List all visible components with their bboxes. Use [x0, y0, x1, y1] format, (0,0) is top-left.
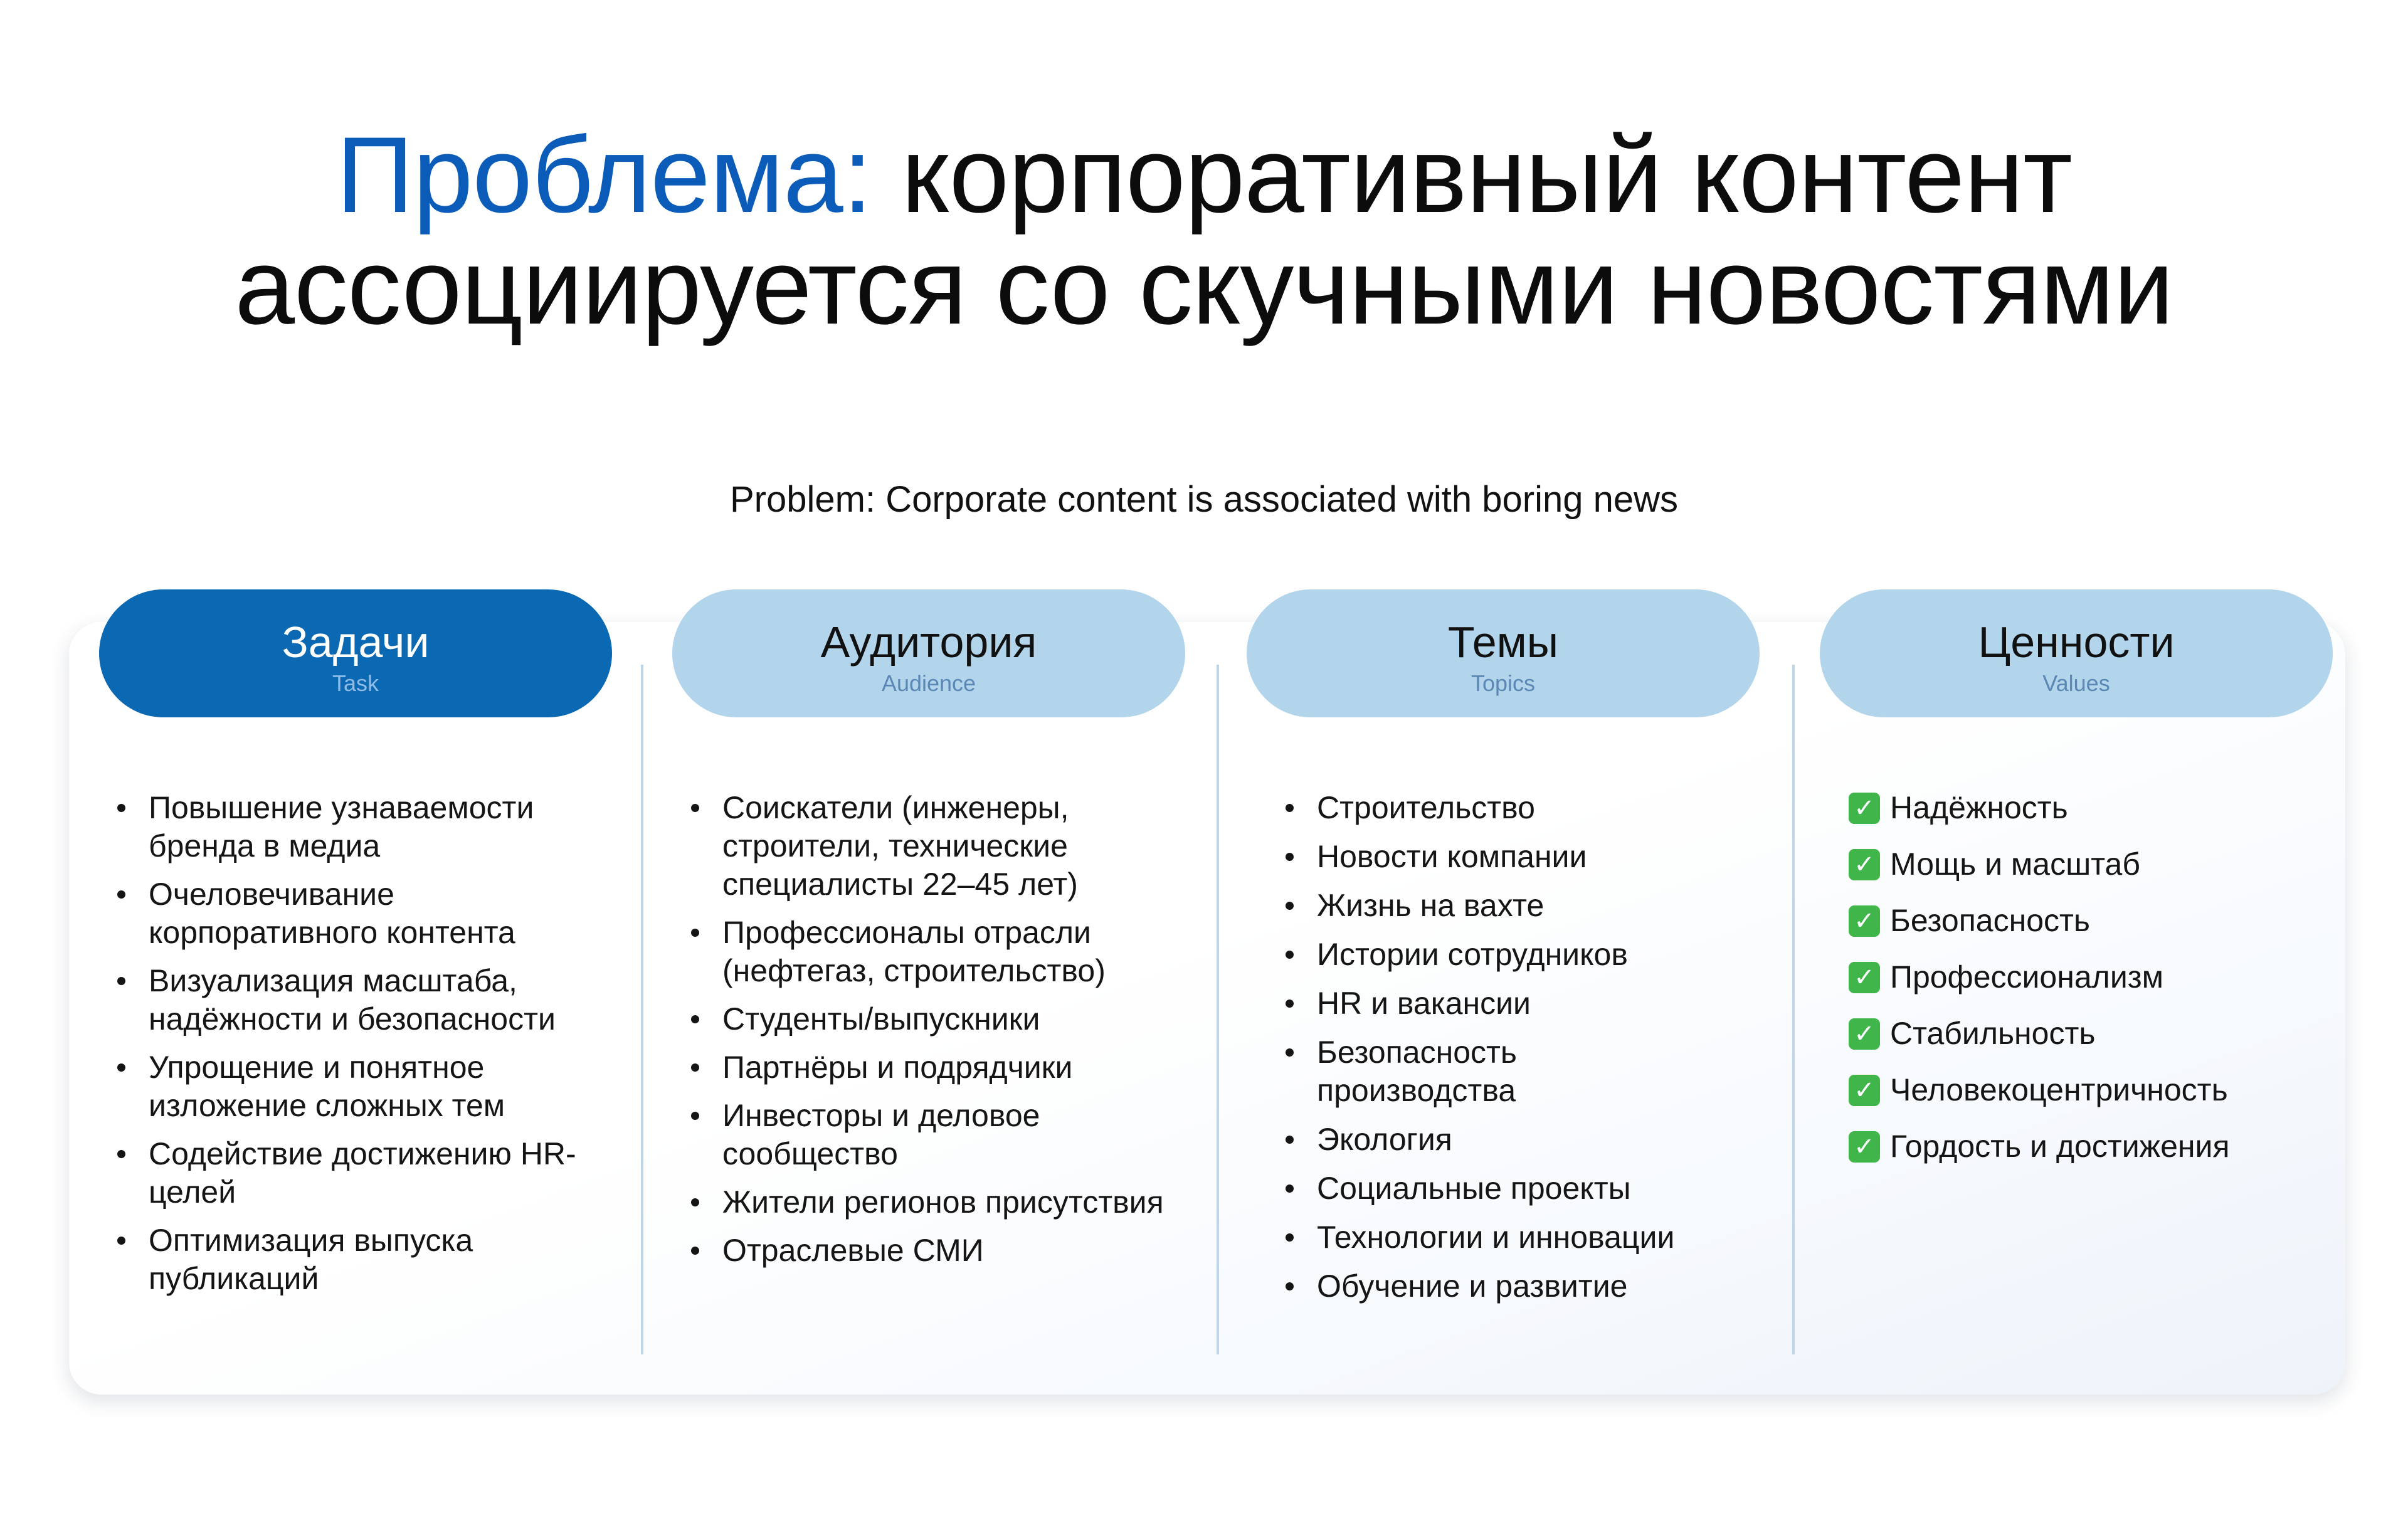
value-label: Безопасность [1890, 903, 2090, 938]
title-accent: Проблема: [336, 115, 872, 235]
list-item [1849, 958, 2325, 996]
tasks-column [117, 789, 619, 1308]
list-item [1849, 789, 2325, 827]
list-item: Соискатели (инженеры, строители, технические специалисты 22–45 лет) [691, 789, 1193, 904]
audience-list [691, 789, 1193, 1270]
tab-tasks-title: Задачи [282, 618, 430, 667]
list-item [1849, 845, 2325, 884]
list-item: Технологии и инновации [1286, 1218, 1762, 1257]
list-item [1849, 1071, 2325, 1109]
checkmark-box-icon: ✓ [1849, 962, 1880, 993]
value-label: Профессионализм [1890, 959, 2164, 994]
list-item: Новости компании [1286, 838, 1762, 876]
value-label: Мощь и масштаб [1890, 847, 2140, 882]
tab-audience[interactable] [672, 589, 1185, 717]
values-list [1849, 789, 2325, 1166]
list-item: Содействие достижению HR-целей [117, 1135, 619, 1211]
list-item: Инвесторы и деловое сообщество [691, 1097, 1193, 1173]
page-title [125, 115, 2283, 347]
title-rest: корпоративный контент ассоциируется со скучными новостями [235, 115, 2173, 347]
values-column [1849, 789, 2325, 1184]
tab-topics-title: Темы [1447, 618, 1559, 667]
checkmark-box-icon: ✓ [1849, 849, 1880, 880]
tab-values[interactable] [1820, 589, 2333, 717]
list-item: Обучение и развитие [1286, 1267, 1762, 1306]
list-item: Оптимизация выпуска публикаций [117, 1221, 619, 1298]
list-item: Партнёры и подрядчики [691, 1048, 1193, 1087]
list-item: Безопасность производства [1286, 1033, 1612, 1110]
tab-audience-title: Аудитория [820, 618, 1037, 667]
list-item [1849, 1127, 2325, 1166]
tab-topics-subtitle: Topics [1471, 670, 1536, 696]
topics-list [1286, 789, 1762, 1306]
tab-values-title: Ценности [1978, 618, 2175, 667]
value-label: Гордость и достижения [1890, 1129, 2230, 1164]
list-item: HR и вакансии [1286, 984, 1762, 1023]
tab-tasks-subtitle: Task [332, 670, 379, 696]
list-item: Повышение узнаваемости бренда в медиа [117, 789, 619, 865]
value-label: Стабильность [1890, 1016, 2096, 1051]
tab-values-subtitle: Values [2042, 670, 2110, 696]
topics-column [1286, 789, 1762, 1316]
list-item [1849, 1015, 2325, 1053]
tab-tasks[interactable] [99, 589, 612, 717]
value-label: Человекоцентричность [1890, 1072, 2228, 1107]
value-label: Надёжность [1890, 790, 2068, 825]
tasks-list [117, 789, 619, 1298]
checkmark-box-icon: ✓ [1849, 905, 1880, 937]
checkmark-box-icon: ✓ [1849, 1018, 1880, 1050]
list-item: Социальные проекты [1286, 1169, 1762, 1208]
tab-audience-subtitle: Audience [881, 670, 976, 696]
audience-column [691, 789, 1193, 1280]
list-item [1849, 902, 2325, 940]
tab-topics[interactable] [1247, 589, 1760, 717]
page-subtitle: Problem: Corporate content is associated with boring news [730, 479, 1678, 520]
checkmark-box-icon: ✓ [1849, 793, 1880, 824]
list-item: Жители регионов присутствия [691, 1183, 1193, 1221]
list-item: Жизнь на вахте [1286, 887, 1762, 925]
list-item: Экология [1286, 1121, 1762, 1159]
checkmark-box-icon: ✓ [1849, 1075, 1880, 1106]
list-item: Очеловечивание корпоративного контента [117, 875, 619, 952]
column-divider [1792, 665, 1795, 1354]
column-divider [1217, 665, 1219, 1354]
checkmark-box-icon: ✓ [1849, 1131, 1880, 1163]
list-item: Истории сотрудников [1286, 936, 1762, 974]
list-item: Студенты/выпускники [691, 1000, 1193, 1038]
list-item: Отраслевые СМИ [691, 1232, 1193, 1270]
list-item: Визуализация масштаба, надёжности и безопасности [117, 962, 619, 1038]
list-item: Строительство [1286, 789, 1762, 827]
list-item: Профессионалы отрасли (нефтегаз, строительство) [691, 914, 1193, 990]
list-item: Упрощение и понятное изложение сложных тем [117, 1048, 619, 1125]
column-divider [641, 665, 643, 1354]
